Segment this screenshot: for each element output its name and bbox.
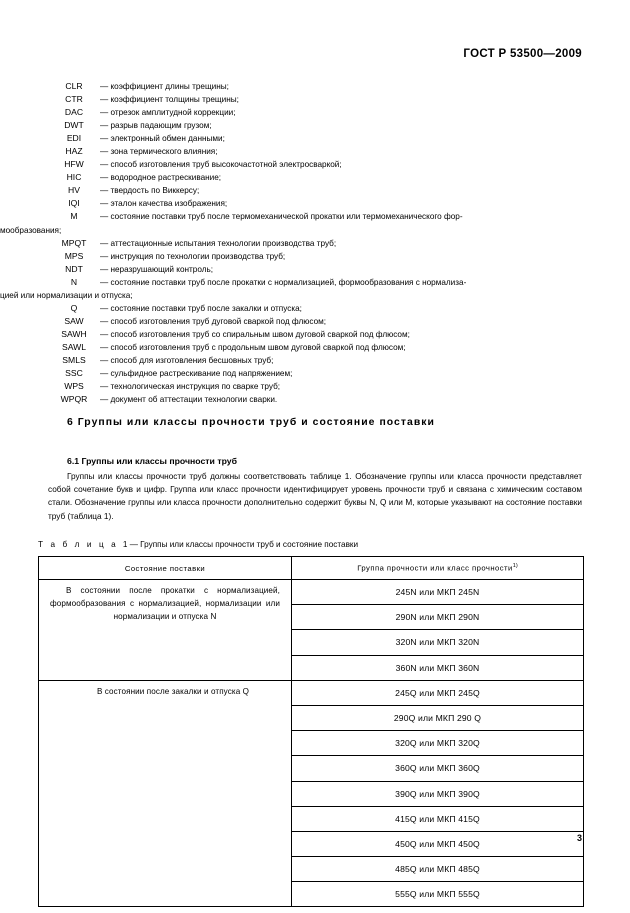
strength-grade-cell: 320Q или МКП 320Q bbox=[292, 731, 584, 756]
document-standard-header: ГОСТ Р 53500—2009 bbox=[463, 48, 582, 60]
table-body bbox=[39, 580, 584, 907]
abbreviation-definition: — способ для изготовления бесшовных труб; bbox=[100, 355, 274, 365]
abbreviation-row bbox=[48, 263, 582, 276]
abbreviation-row bbox=[48, 132, 582, 145]
abbreviation-definition: — эталон качества изображения; bbox=[100, 199, 228, 209]
abbreviation-term: CTR bbox=[65, 94, 83, 105]
table-caption-title: Группы или классы прочности труб и состояние поставки bbox=[140, 540, 359, 549]
abbreviation-definition: — состояние поставки труб после закалки и отпуска; bbox=[100, 303, 302, 313]
section-6-1-heading: 6.1 Группы или классы прочности труб bbox=[67, 456, 237, 466]
abbreviation-term: HV bbox=[68, 185, 80, 196]
footnote-marker: 1) bbox=[512, 563, 518, 570]
table-row bbox=[39, 580, 584, 605]
abbreviation-row bbox=[48, 341, 582, 354]
abbreviation-row bbox=[48, 119, 582, 132]
abbreviation-term: HFW bbox=[64, 159, 84, 170]
abbreviation-row bbox=[48, 393, 582, 406]
abbreviation-term: DWT bbox=[64, 120, 84, 131]
table-head bbox=[39, 557, 584, 580]
abbreviation-row bbox=[48, 354, 582, 367]
abbreviation-definition: — разрыв падающим грузом; bbox=[100, 121, 212, 131]
abbreviation-term: CLR bbox=[65, 81, 83, 91]
table-1-caption bbox=[38, 540, 358, 549]
strength-grade-cell: 290Q или МКП 290 Q bbox=[292, 705, 584, 730]
abbreviation-definition: — коэффициент длины трещины; bbox=[100, 82, 229, 91]
abbreviation-term: N bbox=[70, 276, 78, 287]
abbreviation-row bbox=[48, 145, 582, 158]
abbreviation-row bbox=[48, 158, 582, 171]
strength-grade-cell: 485Q или МКП 485Q bbox=[292, 857, 584, 882]
abbreviation-row bbox=[48, 93, 582, 106]
abbreviation-definition: — твердость по Виккерсу; bbox=[100, 186, 200, 196]
abbreviation-definition: — отрезок амплитудной коррекции; bbox=[100, 108, 236, 118]
abbreviation-term: SMLS bbox=[62, 354, 86, 365]
section-6-1-paragraph: Группы или классы прочности труб должны соответствовать таблице 1. Обозначение группы или класса прочности представляет собой сочетание букв и цифр. Группа или класс прочности идентифицирует уровень прочности труб и связана с химическим составом стали. Обозначение группы или класса прочности дополнительно содержит буквы N, Q или M, которые указывают на состояние поставки труб (таблица 1). bbox=[48, 472, 582, 521]
table-caption-label: Т а б л и ц а bbox=[38, 540, 119, 549]
strength-grade-cell: 320N или МКП 320N bbox=[292, 630, 584, 655]
strength-grade-cell: 290N или МКП 290N bbox=[292, 605, 584, 630]
abbreviation-continuation: мообразования; bbox=[0, 225, 62, 235]
abbreviation-term: EDI bbox=[66, 133, 82, 144]
strength-grade-cell: 415Q или МКП 415Q bbox=[292, 806, 584, 831]
abbreviation-definition: — электронный обмен данными; bbox=[100, 134, 225, 144]
abbreviation-definition: — инструкция по технологии производства труб; bbox=[100, 251, 286, 261]
abbreviation-definition: — зона термического влияния; bbox=[100, 147, 218, 157]
strength-grade-cell: 360N или МКП 360N bbox=[292, 655, 584, 680]
strength-grade-cell: 245N или МКП 245N bbox=[292, 580, 584, 605]
abbreviation-definition: — аттестационные испытания технологии производства труб; bbox=[100, 238, 337, 248]
abbreviation-row bbox=[48, 237, 582, 250]
abbreviation-term: SSC bbox=[65, 368, 83, 379]
abbreviation-term: M bbox=[70, 211, 78, 222]
column-header-delivery-state: Состояние поставки bbox=[39, 557, 292, 580]
delivery-state-cell bbox=[39, 580, 292, 681]
abbreviation-definition: — сульфидное растрескивание под напряжением; bbox=[100, 369, 293, 379]
table-row bbox=[39, 680, 584, 705]
abbreviation-row bbox=[48, 328, 582, 341]
abbreviation-definition: — способ изготовления труб с продольным швом дуговой сваркой под флюсом; bbox=[100, 342, 406, 352]
table-1-strength-groups bbox=[38, 556, 584, 907]
page-number: 3 bbox=[576, 833, 582, 843]
abbreviation-term: SAW bbox=[64, 315, 84, 326]
abbreviation-continuation: цией или нормализации и отпуска; bbox=[0, 290, 133, 300]
abbreviation-row bbox=[48, 250, 582, 263]
abbreviation-term: SAWH bbox=[61, 328, 87, 339]
abbreviation-row bbox=[48, 380, 582, 393]
abbreviation-definition: — состояние поставки труб после прокатки с нормализацией, формообразования с нормализа- bbox=[100, 277, 467, 287]
abbreviations-list bbox=[0, 80, 582, 406]
abbreviation-row bbox=[48, 197, 582, 210]
abbreviation-definition: — коэффициент толщины трещины; bbox=[100, 95, 239, 105]
abbreviation-row bbox=[48, 171, 582, 184]
abbreviation-definition: — способ изготовления труб со спиральным швом дуговой сваркой под флюсом; bbox=[100, 329, 410, 339]
column-header-strength-group bbox=[292, 557, 584, 580]
strength-grade-cell: 245Q или МКП 245Q bbox=[292, 680, 584, 705]
abbreviation-term: NDT bbox=[65, 263, 83, 274]
abbreviation-term: WPS bbox=[64, 381, 84, 392]
abbreviation-term: WPQR bbox=[60, 394, 88, 405]
column-header-strength-group-text: Группа прочности или класс прочности bbox=[357, 563, 513, 573]
abbreviation-row bbox=[48, 106, 582, 119]
abbreviation-term: SAWL bbox=[61, 341, 87, 352]
table-header-row bbox=[39, 557, 584, 580]
strength-grade-cell: 390Q или МКП 390Q bbox=[292, 781, 584, 806]
strength-grade-cell: 450Q или МКП 450Q bbox=[292, 831, 584, 856]
abbreviation-definition: — способ изготовления труб высокочастотной электросваркой; bbox=[100, 160, 342, 170]
abbreviation-term: Q bbox=[70, 302, 78, 313]
strength-grade-cell: 360Q или МКП 360Q bbox=[292, 756, 584, 781]
abbreviation-term: IQI bbox=[68, 198, 80, 209]
abbreviation-term: HAZ bbox=[65, 146, 83, 157]
abbreviation-definition: — неразрушающий контроль; bbox=[100, 264, 214, 274]
abbreviation-definition: — документ об аттестации технологии сварки. bbox=[100, 395, 278, 405]
abbreviation-definition: — состояние поставки труб после термомеханической прокатки или термомеханического фор- bbox=[100, 212, 463, 222]
table-caption-dash: — bbox=[129, 540, 138, 549]
abbreviation-term: HIC bbox=[66, 172, 82, 183]
table-caption-number: 1 bbox=[122, 540, 128, 549]
delivery-state-text: В состоянии после прокатки с нормализацией, формообразования с нормализацией, нормализации или нормализации и отпуска N bbox=[50, 586, 280, 622]
strength-grade-cell: 555Q или МКП 555Q bbox=[292, 882, 584, 907]
abbreviation-row bbox=[48, 80, 582, 93]
abbreviation-row bbox=[48, 210, 582, 223]
abbreviation-term: MPQT bbox=[61, 237, 87, 248]
abbreviation-row bbox=[48, 367, 582, 380]
abbreviation-definition: — способ изготовления труб дуговой сваркой под флюсом; bbox=[100, 316, 327, 326]
abbreviation-term: MPS bbox=[64, 250, 84, 261]
abbreviation-row bbox=[48, 276, 582, 289]
abbreviation-row bbox=[48, 184, 582, 197]
abbreviation-row bbox=[48, 315, 582, 328]
abbreviation-row bbox=[48, 302, 582, 315]
section-6-heading: 6 Группы или классы прочности труб и состояние поставки bbox=[67, 417, 435, 428]
delivery-state-cell bbox=[39, 680, 292, 907]
abbreviation-term: DAC bbox=[64, 107, 84, 118]
abbreviation-definition: — водородное растрескивание; bbox=[100, 173, 222, 183]
abbreviation-definition: — технологическая инструкция по сварке труб; bbox=[100, 382, 281, 392]
delivery-state-text: В состоянии после закалки и отпуска Q bbox=[96, 686, 250, 696]
